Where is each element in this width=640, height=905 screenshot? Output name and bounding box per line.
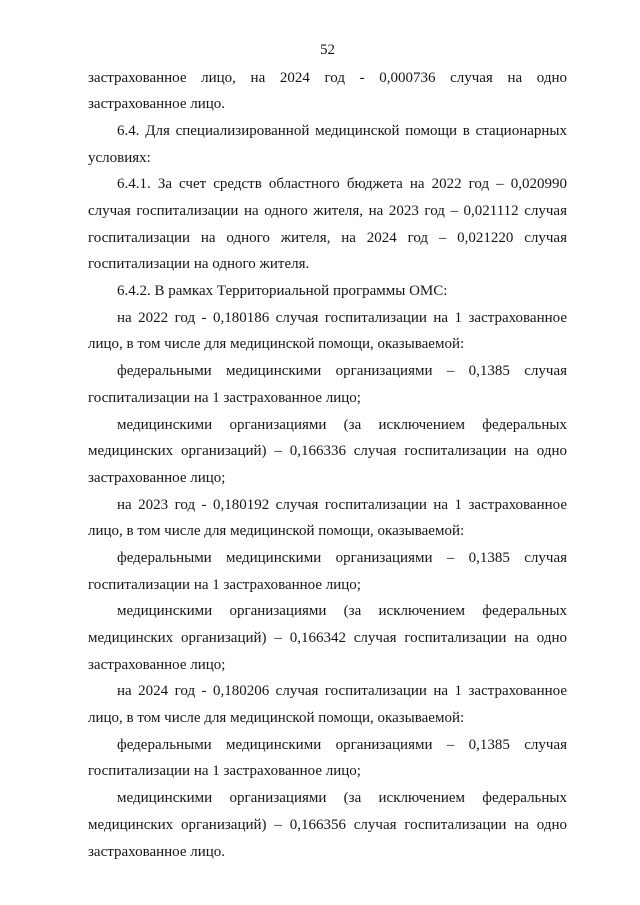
text-line: лицо, в том числе для медицинской помощи, оказываемой:: [88, 710, 465, 727]
text-line: медицинских организаций) – 0,166336 случая госпитализации на одно: [88, 443, 567, 460]
text-line: федеральными медицинскими организациями – 0,1385 случая: [117, 736, 567, 753]
text-line: случая госпитализации на одного жителя, на 2023 год – 0,021112 случая: [88, 203, 567, 220]
paragraph-2022-federal: [88, 358, 567, 411]
text-line: застрахованное лицо;: [88, 656, 226, 673]
text-line: на 2024 год - 0,180206 случая госпитализации на 1 застрахованное: [117, 683, 567, 700]
text-line: застрахованное лицо.: [88, 96, 226, 113]
text-line: госпитализации на одного жителя, на 2024 год – 0,021220 случая: [88, 229, 567, 246]
paragraph-2022-other: [88, 412, 567, 492]
text-line: федеральными медицинскими организациями – 0,1385 случая: [117, 549, 567, 566]
text-line: 6.4.2. В рамках Территориальной программы ОМС:: [117, 283, 448, 300]
paragraph: [88, 65, 567, 118]
text-line: медицинских организаций) – 0,166356 случая госпитализации на одно: [88, 816, 567, 833]
text-line: лицо, в том числе для медицинской помощи, оказываемой:: [88, 336, 465, 353]
text-line: лицо, в том числе для медицинской помощи, оказываемой:: [88, 523, 465, 540]
paragraph-2023-federal: [88, 545, 567, 598]
page-number: 52: [320, 42, 335, 58]
paragraph-6-4-2: [88, 278, 567, 305]
text-line: медицинскими организациями (за исключением федеральных: [117, 416, 567, 433]
text-line: медицинских организаций) – 0,166342 случая госпитализации на одно: [88, 630, 567, 647]
text-line: госпитализации на 1 застрахованное лицо;: [88, 763, 361, 780]
paragraph-2023-other: [88, 598, 567, 678]
text-line: условиях:: [88, 149, 151, 166]
paragraph-2023: [88, 492, 567, 545]
paragraph-6-4: [88, 118, 567, 171]
paragraph-2024-other: [88, 785, 567, 865]
text-line: застрахованное лицо;: [88, 469, 226, 486]
text-line: 6.4. Для специализированной медицинской помощи в стационарных: [117, 122, 567, 139]
text-line: застрахованное лицо.: [88, 843, 226, 860]
text-line: 6.4.1. За счет средств областного бюджета на 2022 год – 0,020990: [117, 176, 567, 193]
text-line: застрахованное лицо, на 2024 год - 0,000736 случая на одно: [88, 69, 567, 86]
text-line: госпитализации на 1 застрахованное лицо;: [88, 389, 361, 406]
text-line: федеральными медицинскими организациями – 0,1385 случая: [117, 363, 567, 380]
text-line: госпитализации на одного жителя.: [88, 256, 310, 273]
paragraph-2024: [88, 678, 567, 731]
text-line: медицинскими организациями (за исключением федеральных: [117, 790, 567, 807]
paragraph-6-4-1: [88, 171, 567, 278]
document-body: [88, 65, 567, 866]
paragraph-2022: [88, 305, 567, 358]
text-line: на 2023 год - 0,180192 случая госпитализации на 1 застрахованное: [117, 496, 567, 513]
text-line: на 2022 год - 0,180186 случая госпитализации на 1 застрахованное: [117, 309, 567, 326]
text-line: медицинскими организациями (за исключением федеральных: [117, 603, 567, 620]
paragraph-2024-federal: [88, 732, 567, 785]
text-line: госпитализации на 1 застрахованное лицо;: [88, 576, 361, 593]
